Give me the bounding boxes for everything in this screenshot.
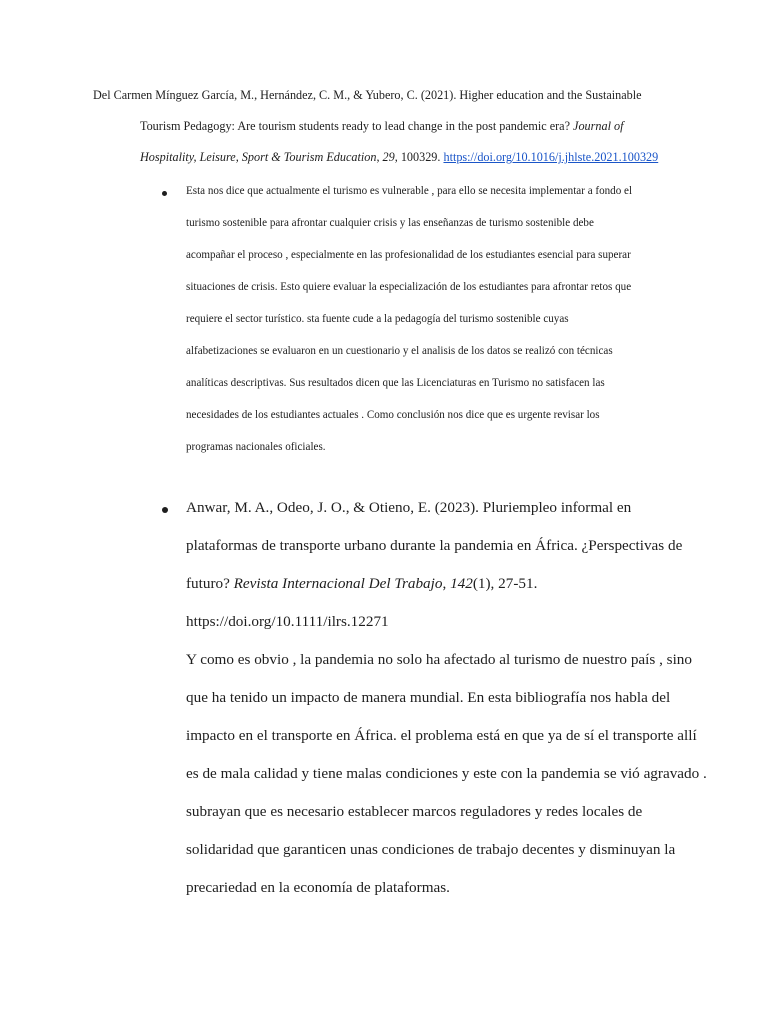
summary-line: que ha tenido un impacto de manera mundial. En esta bibliografía nos habla del — [186, 689, 671, 706]
doi-link[interactable]: https://doi.org/10.1016/j.jhlste.2021.100329 — [443, 150, 659, 164]
reference-line: plataformas de transporte urbano durante la pandemia en África. ¿Perspectivas de — [186, 537, 683, 554]
summary-line: Esta nos dice que actualmente el turismo es vulnerable , para ello se necesita implementar a fondo el — [186, 185, 633, 197]
reference-text: futuro? — [186, 575, 234, 592]
doi-text: https://doi.org/10.1111/ilrs.12271 — [186, 613, 389, 630]
summary-line: precariedad en la economía de plataformas. — [186, 879, 450, 896]
summary-line: turismo sostenible para afrontar cualquier crisis y las enseñanzas de turismo sostenible debe — [186, 217, 594, 229]
summary-line: impacto en el transporte en África. el problema está en que ya de sí el transporte allí — [186, 727, 697, 744]
summary-line: programas nacionales oficiales. — [186, 441, 326, 453]
reference-line — [93, 114, 693, 145]
bullet-dot-icon — [162, 191, 167, 196]
summary-line: analíticas descriptivas. Sus resultados dicen que las Licenciaturas en Turismo no satisfacen las — [186, 377, 605, 389]
summary-text — [186, 180, 632, 468]
journal-title: Hospitality, Leisure, Sport & Tourism Education — [140, 150, 377, 164]
reference-text: , — [376, 150, 383, 164]
summary-line: alfabetizaciones se evaluaron en un cuestionario y el analisis de los datos se realizó con técnicas — [186, 345, 613, 357]
journal-title: Revista Internacional Del Trabajo — [233, 575, 443, 592]
summary-line: situaciones de crisis. Esto quiere evaluar la especialización de los estudiantes para afrontar retos que — [186, 281, 632, 293]
reference-text: (1), 27-51. — [472, 575, 538, 592]
reference-text: Del Carmen Mínguez García, M., Hernández, C. M., & Yubero, C. (2021). Higher education and the Sustainable — [93, 88, 642, 102]
bullet-dot-icon — [162, 507, 168, 513]
reference-text: Tourism Pedagogy: Are tourism students ready to lead change in the post pandemic era? — [140, 119, 574, 133]
summary-line: solidaridad que garanticen unas condiciones de trabajo decentes y disminuyan la — [186, 841, 676, 858]
summary-line: requiere el sector turístico. sta fuente cude a la pedagogía del turismo sostenible cuyas — [186, 313, 569, 325]
reference-del-carmen — [93, 83, 693, 176]
reference-line — [93, 83, 693, 114]
reference-text: , — [442, 575, 451, 592]
journal-title: Journal of — [573, 119, 624, 133]
reference-text: , 100329. — [394, 150, 444, 164]
reference-line — [186, 569, 707, 607]
reference-line: Anwar, M. A., Odeo, J. O., & Otieno, E. (2023). Pluriempleo informal en — [186, 499, 632, 516]
reference-line — [93, 145, 693, 176]
summary-line: necesidades de los estudiantes actuales . Como conclusión nos dice que es urgente revisar los — [186, 409, 600, 421]
summary-line: subrayan que es necesario establecer marcos reguladores y redes locales de — [186, 803, 643, 820]
summary-line: Y como es obvio , la pandemia no solo ha afectado al turismo de nuestro país , sino — [186, 651, 692, 668]
summary-line: es de mala calidad y tiene malas condiciones y este con la pandemia se vió agravado . — [186, 765, 707, 782]
volume-number: 29 — [382, 150, 395, 164]
summary-line: acompañar el proceso , especialmente en las profesionalidad de los estudiantes esencial para superar — [186, 249, 631, 261]
volume-number: 142 — [450, 575, 473, 592]
reference-block — [186, 493, 707, 911]
